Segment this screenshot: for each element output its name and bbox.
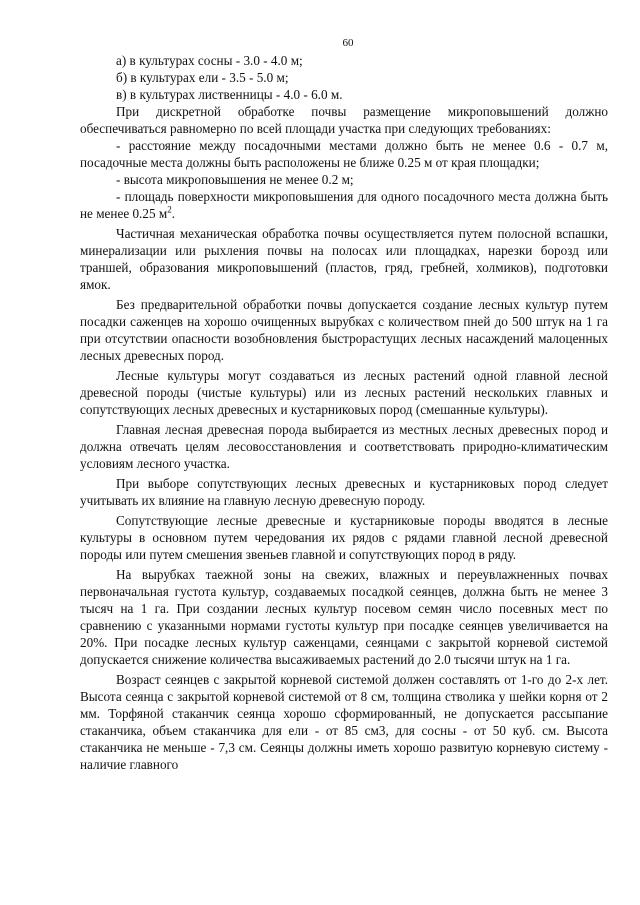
document-page bbox=[80, 36, 608, 773]
page-number: 60 bbox=[342, 37, 354, 49]
paragraph-companion-introduction: Сопутствующие лесные древесные и кустарниковые породы вводятся в лесные культуры в основном путем чередования их рядов с рядами главной лесной древесной породы или путем смешения звеньев главной и сопутствующих пород в ряду. bbox=[80, 513, 608, 562]
requirement-area-period: . bbox=[171, 206, 175, 221]
paragraph-partial-treatment: Частичная механическая обработка почвы осуществляется путем полосной вспашки, минерализации или рыхления почвы на полосах или площадках, нарезки борозд или траншей, образования микроповышений (пластов, гряд, гребней, холмиков), подготовки ямок. bbox=[80, 226, 608, 292]
requirement-area-text: - площадь поверхности микроповышения для одного посадочного места должна быть не менее 0.25 м bbox=[80, 189, 608, 221]
paragraph-main-species: Главная лесная древесная порода выбирается из местных лесных древесных пород и должна отвечать целям лесовосстановления и соответствовать природно-климатическим условиям лесного участка. bbox=[80, 422, 608, 471]
paragraph-companion-choice: При выборе сопутствующих лесных древесных и кустарниковых пород следует учитывать их влияние на главную лесную древесную породу. bbox=[80, 476, 608, 508]
requirement-height: - высота микроповышения не менее 0.2 м; bbox=[116, 172, 354, 187]
paragraph-planting-density: На вырубках таежной зоны на свежих, влажных и переувлажненных почвах первоначальная густота культур, создаваемых посадкой сеянцев, должна быть не менее 3 тысяч на 1 га. При создании лесных культур посевом семян число посевных мест по сравнению с указанными нормами густоты культур при посадке сеянцев увеличивается на 20%. При посадке лесных культур саженцами, сеянцами с закрытой корневой системой допускается снижение количества высаживаемых растений до 2.0 тысячи штук на 1 га. bbox=[80, 567, 608, 667]
paragraph-no-treatment: Без предварительной обработки почвы допускается создание лесных культур путем посадки саженцев на хорошо очищенных вырубках с количеством пней до 500 штук на 1 га при отсутствии опасности возобновления быстрорастущих лесных насаждений малоценных лесных древесных пород. bbox=[80, 297, 608, 363]
list-item-larch: в) в культурах лиственницы - 4.0 - 6.0 м. bbox=[116, 87, 343, 102]
paragraph-culture-types: Лесные культуры могут создаваться из лесных растений одной главной лесной древесной породы (чистые культуры) или из лесных растений нескольких главных и сопутствующих лесных древесных и кустарниковых пород (смешанные культуры). bbox=[80, 368, 608, 417]
requirement-area bbox=[80, 188, 608, 222]
list-item-spruce: б) в культурах ели - 3.5 - 5.0 м; bbox=[116, 70, 289, 85]
list-item-pine: а) в культурах сосны - 3.0 - 4.0 м; bbox=[116, 53, 303, 68]
paragraph-seedling-age: Возраст сеянцев с закрытой корневой системой должен составлять от 1-го до 2-х лет. Высота сеянца с закрытой корневой системой от 8 см, толщина стволика у шейки корня от 2 мм. Торфяной стаканчик сеянца хорошо сформированный, не допускается рассыпание стаканчика, объем стаканчика для ели - от 85 см3, для сосны - от 50 куб. см. Высота стаканчика не меньше - 7,3 см. Сеянцы должны иметь хорошо развитую корневую систему - наличие главного bbox=[80, 672, 608, 772]
requirement-spacing: - расстояние между посадочными местами должно быть не менее 0.6 - 0.7 м, посадочные места должны быть расположены не ближе 0.25 м от края площадки; bbox=[80, 138, 608, 170]
paragraph-discrete-treatment: При дискретной обработке почвы размещение микроповышений должно обеспечиваться равномерно по всей площади участка при следующих требованиях: bbox=[80, 104, 608, 136]
area-unit-superscript: 2 bbox=[167, 204, 172, 215]
